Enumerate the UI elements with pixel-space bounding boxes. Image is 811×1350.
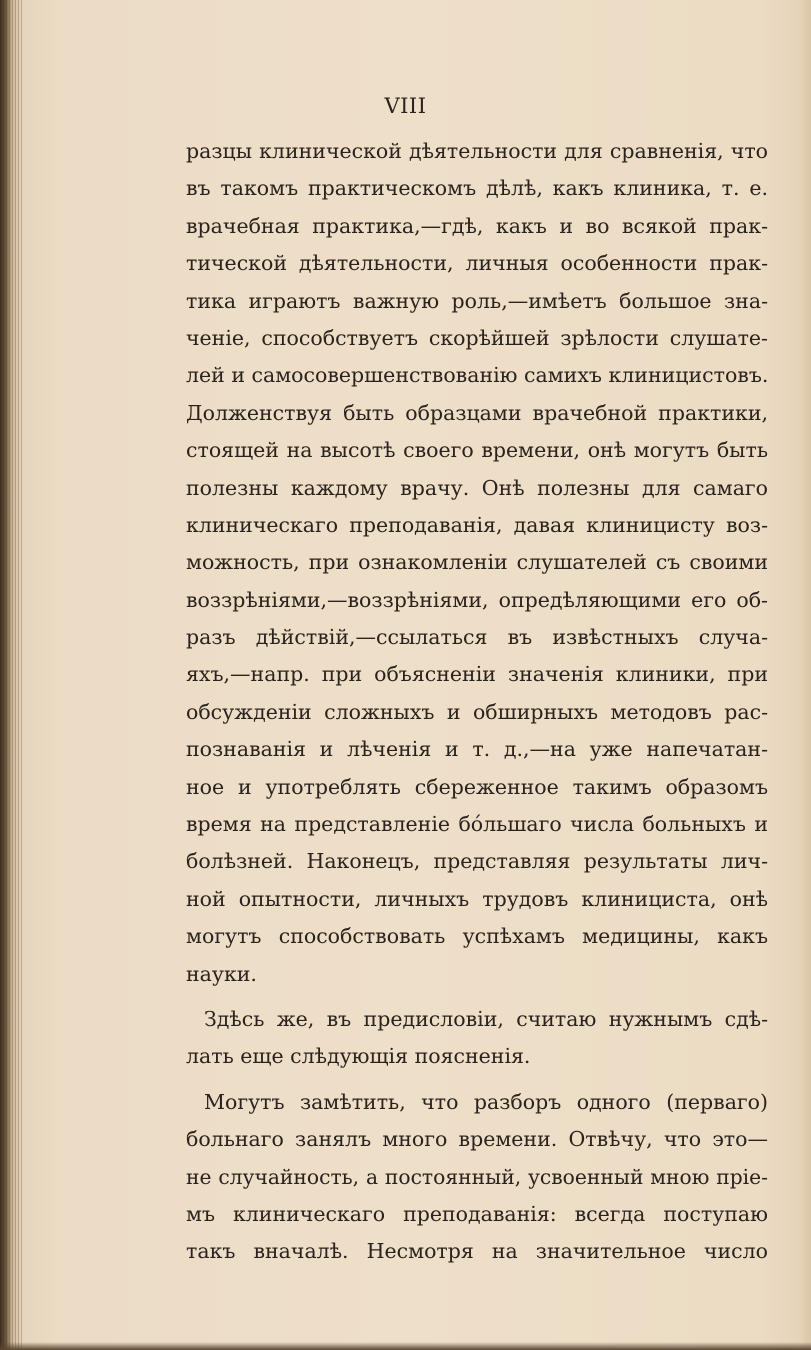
text-line: ной опытности, личныхъ трудовъ клинициста, онѣ: [186, 886, 768, 911]
text-line: могутъ способствовать успѣхамъ медицины, какъ: [186, 924, 768, 949]
text-line: не случайность, а постоянный, усвоенный мною пріе-: [186, 1164, 768, 1189]
text-line: разъ дѣйствій,—ссылаться въ извѣстныхъ случа-: [186, 625, 768, 650]
text-line: болѣзней. Наконецъ, представляя результаты лич-: [186, 849, 768, 874]
text-line: лать еще слѣдующія поясненія.: [186, 1044, 531, 1069]
text-line: клиническаго преподаванія, давая клиницисту воз-: [186, 512, 768, 537]
text-line: тика играютъ важную роль,—имѣетъ большое зна-: [186, 288, 768, 313]
body-text: [186, 133, 768, 1271]
text-line: стоящей на высотѣ своего времени, онѣ могутъ быть: [186, 438, 768, 463]
text-line: полезны каждому врачу. Онѣ полезны для самаго: [186, 475, 768, 500]
text-line: мъ клиническаго преподаванія: всегда поступаю: [186, 1201, 768, 1226]
text-line: въ такомъ практическомъ дѣлѣ, какъ клиника, т. е.: [186, 176, 768, 201]
paragraph-3: [186, 1084, 768, 1271]
text-line: воззрѣніями,—воззрѣніями, опредѣляющими его об-: [186, 587, 768, 612]
text-line: яхъ,—напр. при объясненіи значенія клиники, при: [186, 662, 768, 687]
text-line: разцы клинической дѣятельности для сравненія, что: [186, 139, 768, 163]
text-line: Здѣсь же, въ предисловіи, считаю нужнымъ сдѣ-: [204, 1006, 768, 1031]
text-line: лей и самосовершенствованію самихъ клиницистовъ.: [186, 363, 768, 388]
text-line: Могутъ замѣтить, что разборъ одного (перваго): [204, 1089, 768, 1114]
text-line: такъ вначалѣ. Несмотря на значительное число: [186, 1239, 768, 1264]
paragraph-1: [186, 133, 768, 993]
text-line: обсужденіи сложныхъ и обширныхъ методовъ рас-: [186, 699, 768, 724]
text-line: время на представленіе бóльшаго числа больныхъ и: [186, 812, 768, 837]
text-line: науки.: [186, 961, 257, 986]
text-line: врачебная практика,—гдѣ, какъ и во всякой прак-: [186, 213, 768, 238]
text-line: познаванія и лѣченія и т. д.,—на уже напечатан-: [186, 737, 768, 762]
text-line: больнаго занялъ много времени. Отвѣчу, что это—: [186, 1127, 768, 1152]
text-line: тической дѣятельности, личныя особенности прак-: [186, 251, 768, 276]
text-line: ное и употреблять сбереженное такимъ образомъ: [186, 774, 768, 799]
text-line: ченіе, способствуетъ скорѣйшей зрѣлости слушате-: [186, 325, 768, 350]
text-line: Долженствуя быть образцами врачебной практики,: [186, 400, 768, 425]
paragraph-2: [186, 1001, 768, 1076]
text-line: можность, при ознакомленіи слушателей съ своими: [186, 550, 768, 575]
page-number: VIII: [384, 94, 427, 118]
